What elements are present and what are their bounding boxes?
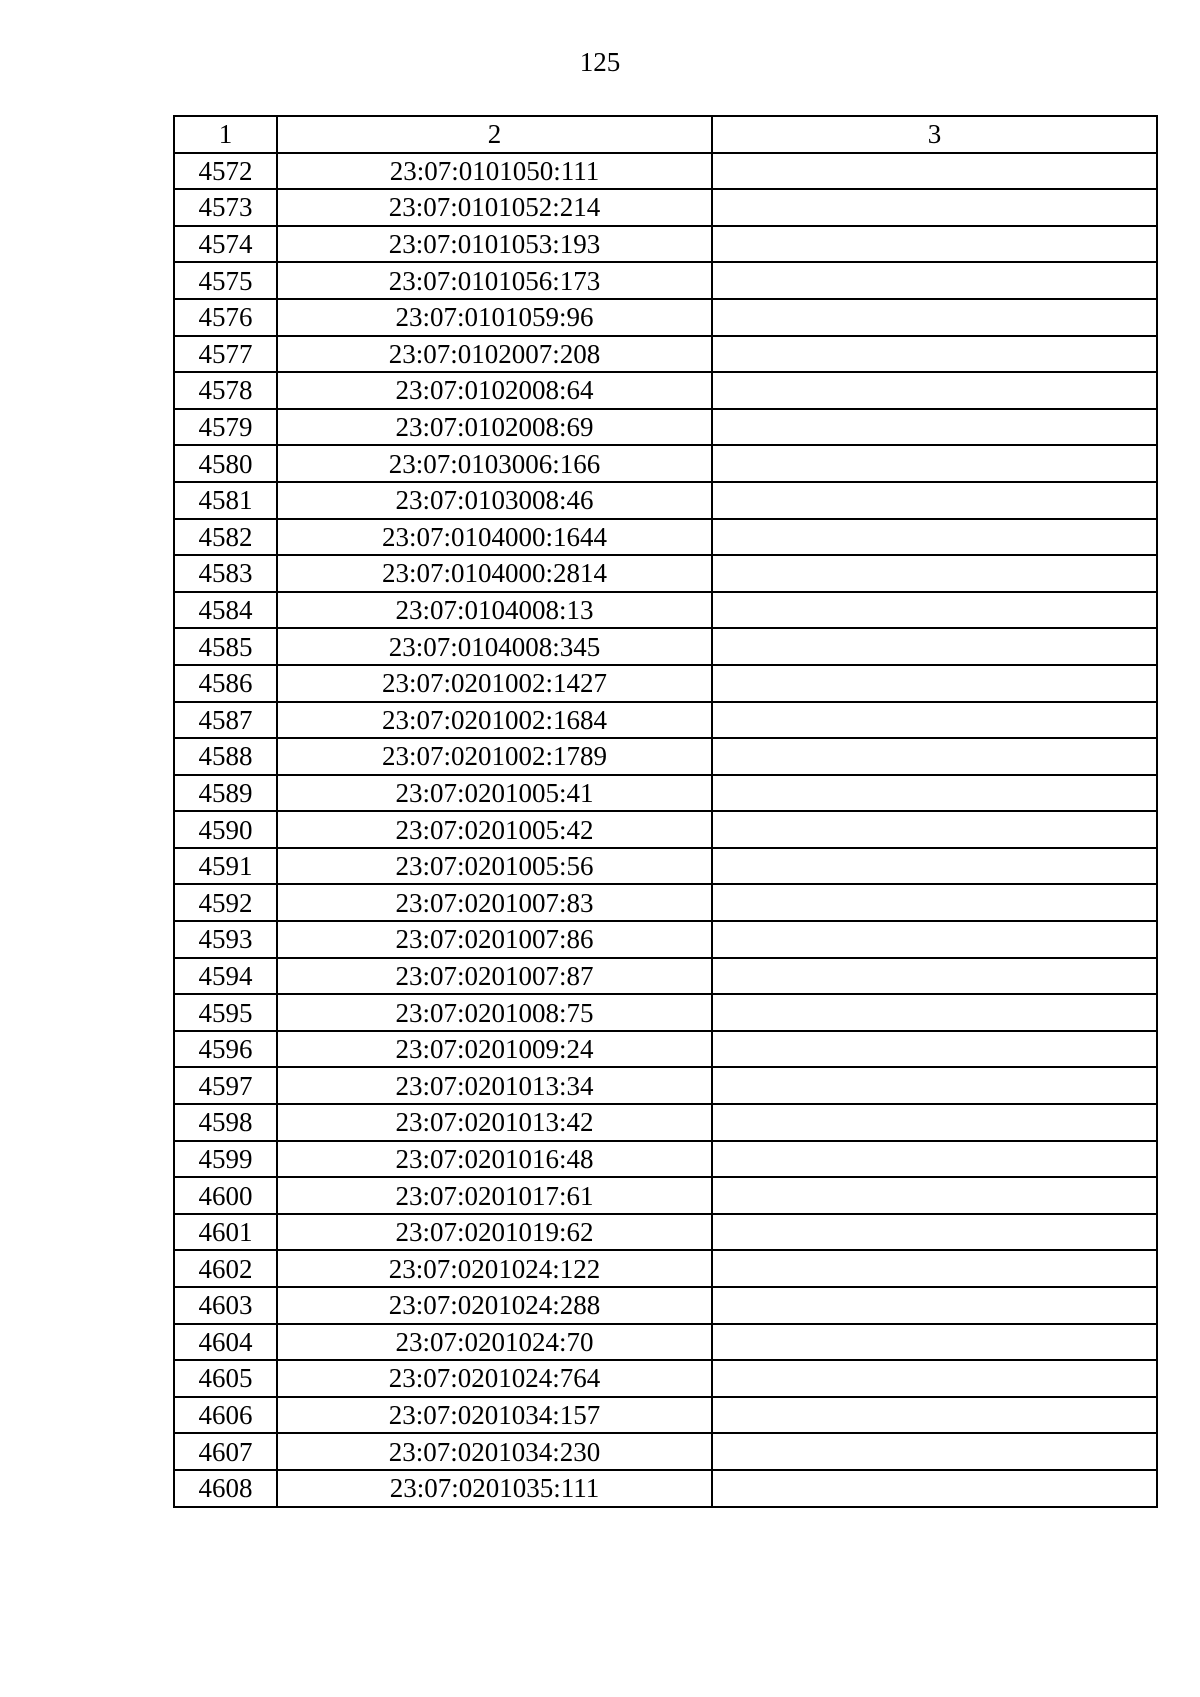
cadastral-number-cell: 23:07:0201017:61 [277, 1177, 712, 1214]
row-number-cell: 4601 [174, 1214, 277, 1251]
row-number-cell: 4586 [174, 665, 277, 702]
registry-table [173, 115, 1158, 1508]
note-cell [712, 1067, 1157, 1104]
table-row [174, 519, 1157, 556]
table-row [174, 921, 1157, 958]
row-number-cell: 4583 [174, 555, 277, 592]
note-cell [712, 958, 1157, 995]
row-number-cell: 4600 [174, 1177, 277, 1214]
table-row [174, 262, 1157, 299]
table-row [174, 665, 1157, 702]
table-row [174, 1104, 1157, 1141]
note-cell [712, 1104, 1157, 1141]
note-cell [712, 1287, 1157, 1324]
table-row [174, 811, 1157, 848]
row-number-cell: 4588 [174, 738, 277, 775]
cadastral-number-cell: 23:07:0201002:1789 [277, 738, 712, 775]
row-number-cell: 4576 [174, 299, 277, 336]
note-cell [712, 153, 1157, 190]
note-cell [712, 848, 1157, 885]
row-number-cell: 4575 [174, 262, 277, 299]
row-number-cell: 4578 [174, 372, 277, 409]
table-row [174, 336, 1157, 373]
note-cell [712, 884, 1157, 921]
row-number-cell: 4597 [174, 1067, 277, 1104]
row-number-cell: 4606 [174, 1397, 277, 1434]
cadastral-number-cell: 23:07:0101056:173 [277, 262, 712, 299]
row-number-cell: 4603 [174, 1287, 277, 1324]
note-cell [712, 1177, 1157, 1214]
row-number-cell: 4580 [174, 445, 277, 482]
table-row [174, 189, 1157, 226]
table-header [174, 116, 1157, 153]
table-row [174, 409, 1157, 446]
cadastral-number-cell: 23:07:0201007:87 [277, 958, 712, 995]
cadastral-number-cell: 23:07:0201007:86 [277, 921, 712, 958]
table-row [174, 1360, 1157, 1397]
row-number-cell: 4592 [174, 884, 277, 921]
cadastral-number-cell: 23:07:0201024:122 [277, 1250, 712, 1287]
cadastral-number-cell: 23:07:0201024:288 [277, 1287, 712, 1324]
cadastral-number-cell: 23:07:0201016:48 [277, 1141, 712, 1178]
row-number-cell: 4579 [174, 409, 277, 446]
note-cell [712, 702, 1157, 739]
cadastral-number-cell: 23:07:0201005:42 [277, 811, 712, 848]
table-row [174, 592, 1157, 629]
cadastral-number-cell: 23:07:0104008:13 [277, 592, 712, 629]
note-cell [712, 592, 1157, 629]
row-number-cell: 4594 [174, 958, 277, 995]
table-row [174, 1177, 1157, 1214]
row-number-cell: 4577 [174, 336, 277, 373]
note-cell [712, 811, 1157, 848]
note-cell [712, 1470, 1157, 1507]
cadastral-number-cell: 23:07:0104000:2814 [277, 555, 712, 592]
cadastral-number-cell: 23:07:0101052:214 [277, 189, 712, 226]
table-row [174, 848, 1157, 885]
note-cell [712, 1324, 1157, 1361]
row-number-cell: 4598 [174, 1104, 277, 1141]
cadastral-number-cell: 23:07:0104008:345 [277, 628, 712, 665]
table-row [174, 994, 1157, 1031]
note-cell [712, 445, 1157, 482]
table-row [174, 1433, 1157, 1470]
note-cell [712, 738, 1157, 775]
cadastral-number-cell: 23:07:0201008:75 [277, 994, 712, 1031]
cadastral-number-cell: 23:07:0201024:70 [277, 1324, 712, 1361]
note-cell [712, 1141, 1157, 1178]
row-number-cell: 4590 [174, 811, 277, 848]
cadastral-number-cell: 23:07:0102008:64 [277, 372, 712, 409]
table-row [174, 299, 1157, 336]
row-number-cell: 4587 [174, 702, 277, 739]
note-cell [712, 372, 1157, 409]
cadastral-number-cell: 23:07:0201013:34 [277, 1067, 712, 1104]
note-cell [712, 226, 1157, 263]
table-row [174, 1214, 1157, 1251]
note-cell [712, 1397, 1157, 1434]
note-cell [712, 1433, 1157, 1470]
row-number-cell: 4604 [174, 1324, 277, 1361]
row-number-cell: 4585 [174, 628, 277, 665]
table-row [174, 153, 1157, 190]
cadastral-number-cell: 23:07:0103008:46 [277, 482, 712, 519]
cadastral-number-cell: 23:07:0102008:69 [277, 409, 712, 446]
table-row [174, 1067, 1157, 1104]
note-cell [712, 1250, 1157, 1287]
note-cell [712, 628, 1157, 665]
page-number: 125 [579, 47, 621, 77]
cadastral-number-cell: 23:07:0103006:166 [277, 445, 712, 482]
table-row [174, 738, 1157, 775]
table-row [174, 884, 1157, 921]
cadastral-number-cell: 23:07:0104000:1644 [277, 519, 712, 556]
note-cell [712, 665, 1157, 702]
cadastral-number-cell: 23:07:0101053:193 [277, 226, 712, 263]
table-row [174, 1141, 1157, 1178]
row-number-cell: 4582 [174, 519, 277, 556]
row-number-cell: 4593 [174, 921, 277, 958]
table-row [174, 445, 1157, 482]
table-row [174, 628, 1157, 665]
cadastral-number-cell: 23:07:0201009:24 [277, 1031, 712, 1068]
row-number-cell: 4573 [174, 189, 277, 226]
row-number-cell: 4599 [174, 1141, 277, 1178]
note-cell [712, 519, 1157, 556]
table-body [174, 153, 1157, 1507]
note-cell [712, 336, 1157, 373]
table-row [174, 702, 1157, 739]
note-cell [712, 189, 1157, 226]
header-col-1: 1 [174, 116, 277, 153]
row-number-cell: 4607 [174, 1433, 277, 1470]
note-cell [712, 1360, 1157, 1397]
table-row [174, 1250, 1157, 1287]
row-number-cell: 4602 [174, 1250, 277, 1287]
table-row [174, 226, 1157, 263]
note-cell [712, 262, 1157, 299]
cadastral-number-cell: 23:07:0201007:83 [277, 884, 712, 921]
note-cell [712, 482, 1157, 519]
note-cell [712, 409, 1157, 446]
cadastral-number-cell: 23:07:0101050:111 [277, 153, 712, 190]
table-row [174, 775, 1157, 812]
row-number-cell: 4596 [174, 1031, 277, 1068]
note-cell [712, 1031, 1157, 1068]
row-number-cell: 4589 [174, 775, 277, 812]
cadastral-number-cell: 23:07:0201019:62 [277, 1214, 712, 1251]
cadastral-number-cell: 23:07:0201024:764 [277, 1360, 712, 1397]
row-number-cell: 4591 [174, 848, 277, 885]
cadastral-number-cell: 23:07:0201013:42 [277, 1104, 712, 1141]
note-cell [712, 921, 1157, 958]
note-cell [712, 555, 1157, 592]
row-number-cell: 4581 [174, 482, 277, 519]
cadastral-number-cell: 23:07:0201035:111 [277, 1470, 712, 1507]
note-cell [712, 299, 1157, 336]
row-number-cell: 4608 [174, 1470, 277, 1507]
note-cell [712, 775, 1157, 812]
row-number-cell: 4572 [174, 153, 277, 190]
table-row [174, 1470, 1157, 1507]
table-row [174, 958, 1157, 995]
header-col-2: 2 [277, 116, 712, 153]
note-cell [712, 994, 1157, 1031]
cadastral-number-cell: 23:07:0201002:1427 [277, 665, 712, 702]
table-row [174, 1324, 1157, 1361]
cadastral-number-cell: 23:07:0201005:41 [277, 775, 712, 812]
table-row [174, 372, 1157, 409]
table-row [174, 1397, 1157, 1434]
note-cell [712, 1214, 1157, 1251]
row-number-cell: 4595 [174, 994, 277, 1031]
cadastral-number-cell: 23:07:0201034:157 [277, 1397, 712, 1434]
cadastral-number-cell: 23:07:0201005:56 [277, 848, 712, 885]
row-number-cell: 4574 [174, 226, 277, 263]
cadastral-number-cell: 23:07:0201034:230 [277, 1433, 712, 1470]
row-number-cell: 4584 [174, 592, 277, 629]
cadastral-number-cell: 23:07:0201002:1684 [277, 702, 712, 739]
cadastral-number-cell: 23:07:0102007:208 [277, 336, 712, 373]
table-row [174, 1031, 1157, 1068]
header-col-3: 3 [712, 116, 1157, 153]
row-number-cell: 4605 [174, 1360, 277, 1397]
header-row [174, 116, 1157, 153]
table-row [174, 1287, 1157, 1324]
table-row [174, 555, 1157, 592]
table-row [174, 482, 1157, 519]
cadastral-number-cell: 23:07:0101059:96 [277, 299, 712, 336]
